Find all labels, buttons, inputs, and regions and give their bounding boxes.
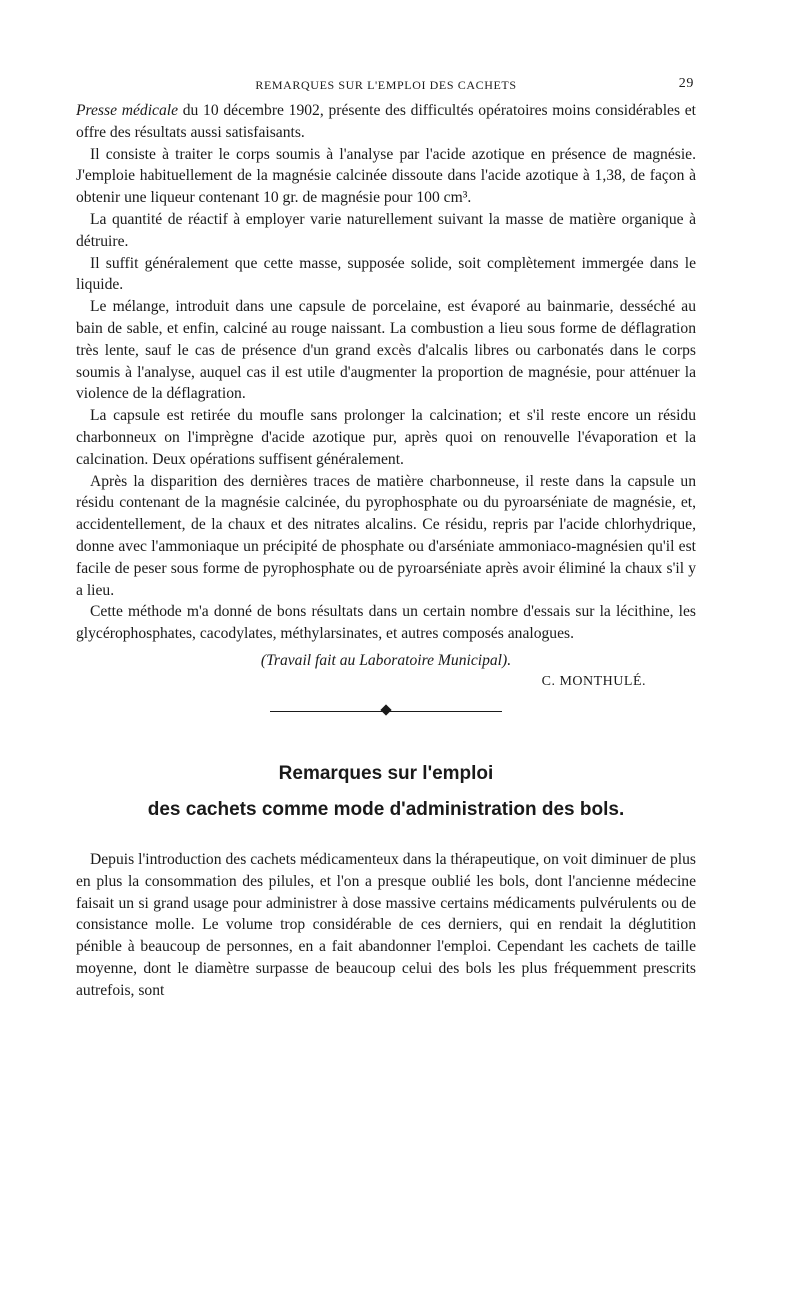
paragraph-4: Il suffit généralement que cette masse, supposée solide, soit complètement immergée dans le liquide. — [76, 254, 696, 294]
paragraph-cachets-1: Depuis l'introduction des cachets médicamenteux dans la thérapeutique, on voit diminuer de plus en plus la consommation des pilules, et l'on a presque oublié les bols, dont l'ancienne médecine faisait un si grand usage pour administrer à dose massive certains médicaments pulvérulents ou de consistance molle. Le volume trop considérable de ces derniers, qui en rendait la déglutition pénible à beaucoup de personnes, en a fait abandonner l'emploi. Cependant les cachets de taille moyenne, dont le diamètre surpasse de beaucoup celui des bols les plus fréquemment prescrits autrefois, sont — [76, 850, 696, 999]
article-monthule — [76, 100, 696, 645]
title-line-2: des cachets comme mode d'administration des bols. — [147, 798, 625, 820]
paragraph-7: Après la disparition des dernières traces de matière charbonneuse, il reste dans la capsule un résidu contenant de la magnésie calcinée, du pyrophosphate ou du pyroarséniate de magnésie, et, accidentellement, de la chaux et des nitrates alcalins. Ce résidu, repris par l'acide chlorhydrique, donne avec l'ammoniaque un précipité de phosphate ou d'arséniate ammoniaco-magnésien qu'il est facile de peser sous forme de pyrophosphate ou de pyroarséniate après avoir éliminé la chaux s'il y a lieu. — [76, 472, 696, 599]
running-title: REMARQUES SUR L'EMPLOI DES CACHETS — [255, 78, 517, 92]
diamond-ornament-icon — [380, 704, 391, 715]
document-page — [76, 70, 696, 1002]
article-title — [76, 763, 696, 821]
paragraph-5: Le mélange, introduit dans une capsule de porcelaine, est évaporé au bainmarie, desséché au bain de sable, et enfin, calciné au rouge naissant. La combustion a lieu sous forme de déflagration très lente, sauf le cas de présence d'un grand excès d'alcalis libres ou carbonatés dans le corps soumis à l'analyse, auquel cas il est utile d'augmenter la proportion de magnésie, pour atténuer la violence de la déflagration. — [76, 298, 696, 403]
title-line-1: Remarques sur l'emploi — [278, 762, 494, 784]
paragraph-3: La quantité de réactif à employer varie naturellement suivant la masse de matière organique à détruire. — [76, 210, 696, 250]
paragraph-6: La capsule est retirée du moufle sans prolonger la calcination; et s'il reste encore un résidu charbonneux on l'imprègne d'acide azotique pur, après quoi on renouvelle l'évaporation et la calcination. Deux opérations suffisent généralement. — [76, 407, 696, 468]
paragraph-1 — [76, 100, 696, 144]
page-header — [76, 70, 696, 100]
lab-credit: (Travail fait au Laboratoire Municipal). — [260, 651, 512, 669]
paragraph-2: Il consiste à traiter le corps soumis à l'analyse par l'acide azotique en présence de magnésie. J'emploie habituellement de la magnésie calcinée dissoute dans l'acide azotique à 1,38, de façon à obtenir une liqueur contenant 10 gr. de magnésie pour 100 cm³. — [76, 145, 696, 207]
journal-title: Presse médicale — [76, 102, 178, 119]
paragraph-8: Cette méthode m'a donné de bons résultats dans un certain nombre d'essais sur la lécithine, les glycérophosphates, cacodylates, méthylarsinates, et autres composés analogues. — [76, 603, 696, 643]
section-divider — [270, 705, 502, 717]
page-number: 29 — [678, 76, 694, 91]
article-cachets — [76, 849, 696, 1002]
author-signature: C. MONTHULÉ. — [541, 673, 646, 689]
paragraph-1-text: du 10 décembre 1902, présente des difficultés opératoires moins considérables et offre des résultats aussi satisfaisants. — [76, 102, 696, 141]
